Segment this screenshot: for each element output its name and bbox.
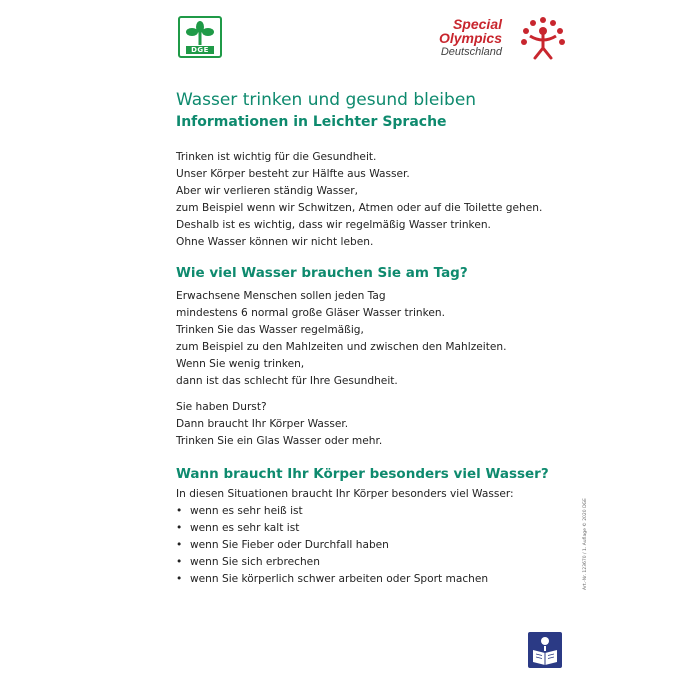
dge-logo-text: DGE (186, 46, 214, 54)
so-logo-line3: Deutschland (440, 46, 502, 58)
list-item-text: wenn es sehr heiß ist (190, 505, 303, 517)
so-logo-line2: Olympics (438, 30, 502, 46)
list-item (176, 520, 488, 537)
list-item (176, 554, 488, 571)
list-item (176, 537, 488, 554)
reading-person-icon (531, 635, 559, 665)
text-line: Erwachsene Menschen sollen jeden Tag (176, 290, 386, 302)
text-line: Trinken ist wichtig für die Gesundheit. (176, 151, 377, 163)
text-line: Trinken Sie ein Glas Wasser oder mehr. (176, 435, 383, 447)
text-line: Ohne Wasser können wir nicht leben. (176, 236, 374, 248)
section2-intro (176, 486, 514, 503)
list-item-text: wenn Sie körperlich schwer arbeiten oder Sport machen (190, 573, 489, 585)
easy-language-badge (528, 632, 562, 668)
text-line: Aber wir verlieren ständig Wasser, (176, 185, 359, 197)
list-item (176, 503, 488, 520)
plant-icon (186, 21, 214, 47)
list-item (176, 571, 488, 588)
so-logo-line1: Special (452, 16, 502, 32)
text-line: zum Beispiel wenn wir Schwitzen, Atmen oder auf die Toilette gehen. (176, 202, 543, 214)
text-line: dann ist das schlecht für Ihre Gesundheit. (176, 375, 398, 387)
page-title: Wasser trinken und gesund bleiben (176, 90, 477, 110)
section-heading-extra-water: Wann braucht Ihr Körper besonders viel Wasser? (176, 466, 549, 482)
text-line: mindestens 6 normal große Gläser Wasser trinken. (176, 307, 445, 319)
page-subtitle: Informationen in Leichter Sprache (176, 114, 447, 130)
situations-list (176, 503, 488, 588)
bullet-icon: • (176, 522, 183, 534)
list-item-text: wenn es sehr kalt ist (190, 522, 300, 534)
text-line: Dann braucht Ihr Körper Wasser. (176, 418, 349, 430)
list-item-text: wenn Sie sich erbrechen (190, 556, 320, 568)
section1-paragraph-2 (176, 399, 382, 450)
text-line: zum Beispiel zu den Mahlzeiten und zwischen den Mahlzeiten. (176, 341, 507, 353)
special-olympics-emblem-icon (518, 14, 568, 62)
bullet-icon: • (176, 556, 183, 568)
bullet-icon: • (176, 573, 183, 585)
list-item-text: wenn Sie Fieber oder Durchfall haben (190, 539, 389, 551)
section-heading-water-per-day: Wie viel Wasser brauchen Sie am Tag? (176, 265, 468, 281)
bullet-icon: • (176, 539, 183, 551)
text-line: Sie haben Durst? (176, 401, 267, 413)
text-line: In diesen Situationen braucht Ihr Körper besonders viel Wasser: (176, 488, 514, 500)
dge-logo (178, 16, 222, 58)
bullet-icon: • (176, 505, 183, 517)
special-olympics-logo (410, 14, 570, 62)
section1-paragraph-1 (176, 288, 506, 390)
text-line: Wenn Sie wenig trinken, (176, 358, 305, 370)
text-line: Trinken Sie das Wasser regelmäßig, (176, 324, 364, 336)
article-number-note: Art.-Nr. 123670 / 1. Auflage © 2020 DGE (583, 498, 588, 590)
text-line: Deshalb ist es wichtig, dass wir regelmäßig Wasser trinken. (176, 219, 491, 231)
text-line: Unser Körper besteht zur Hälfte aus Wasser. (176, 168, 410, 180)
intro-paragraph (176, 149, 542, 251)
